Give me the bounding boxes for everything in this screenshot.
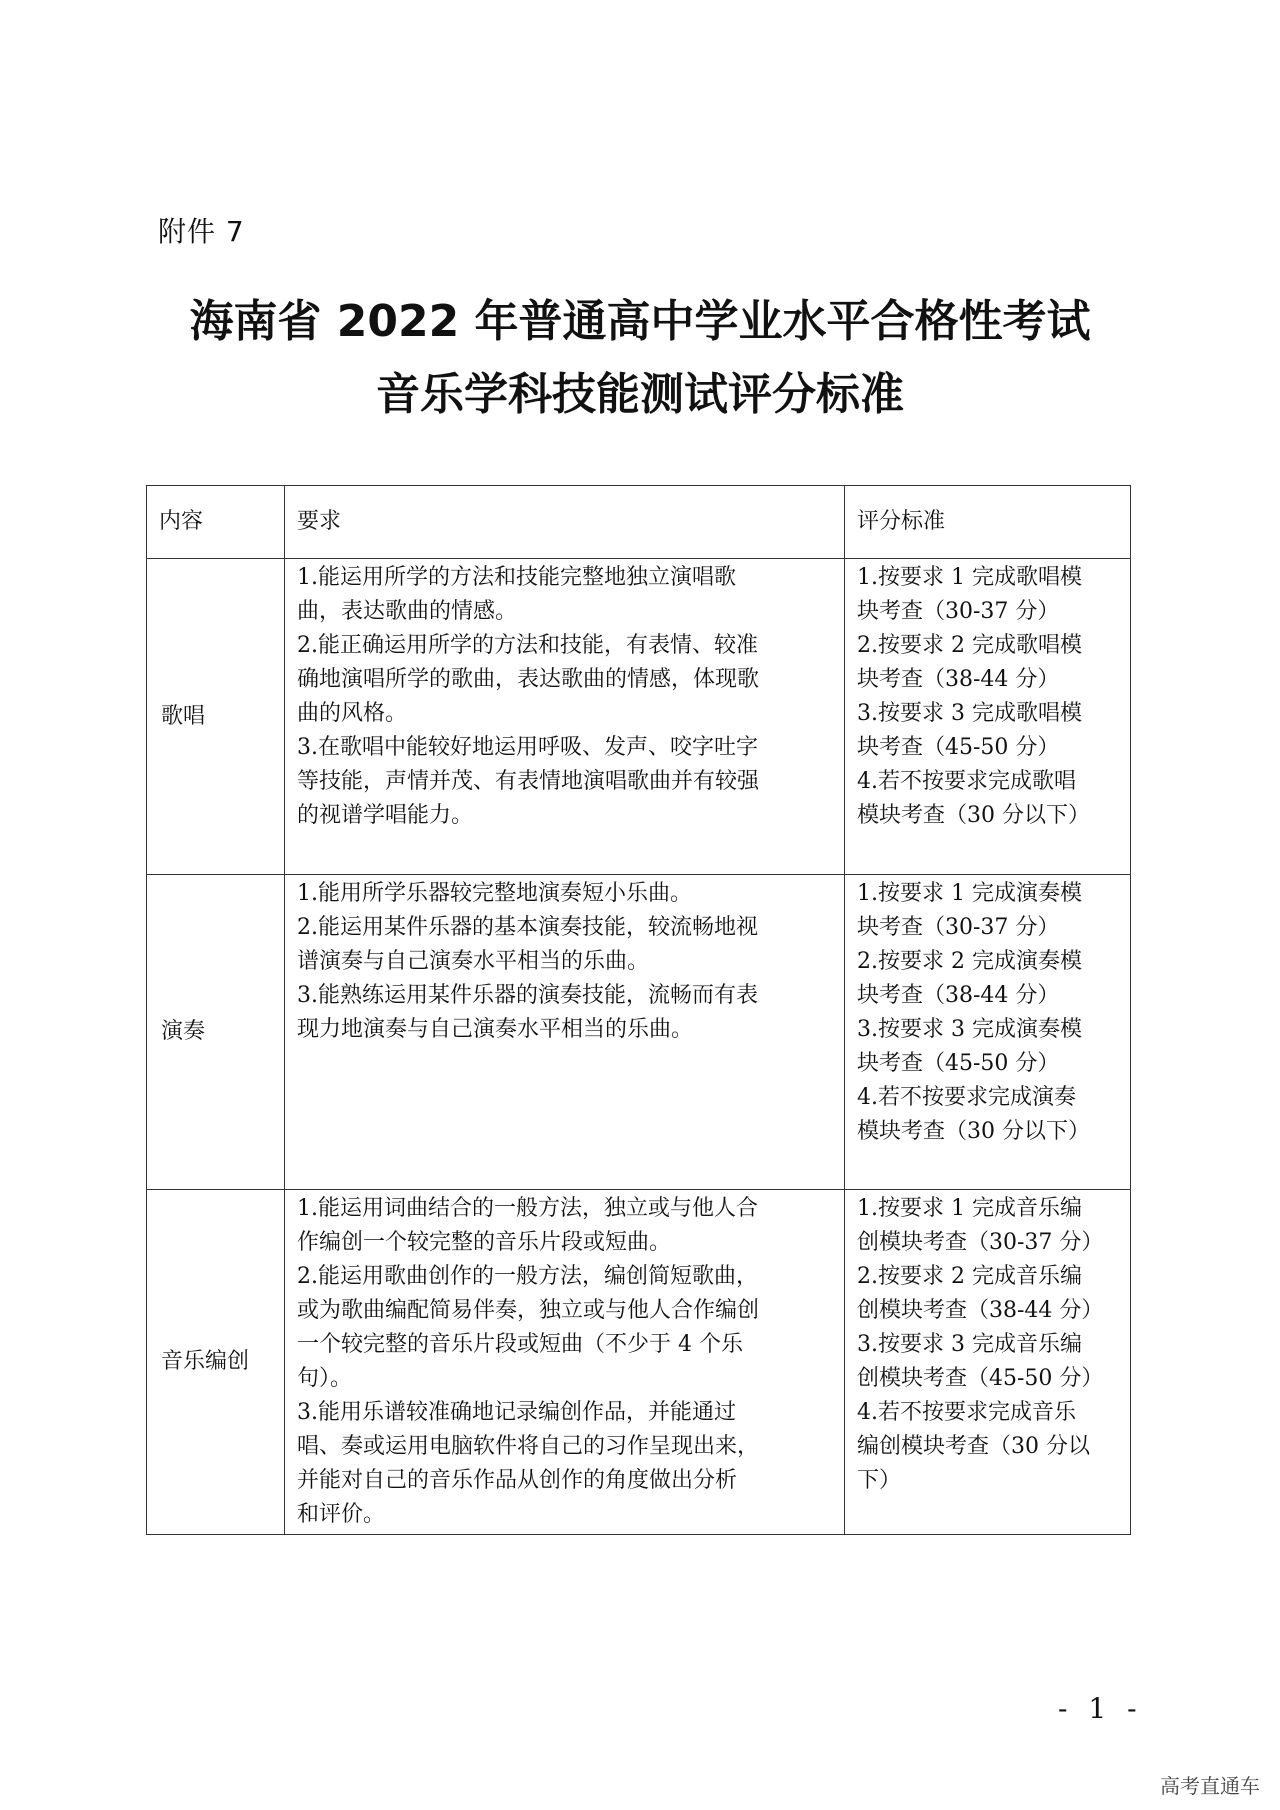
requirement-line: 和评价。 xyxy=(297,1502,386,1527)
criteria-line: 4.若不按要求完成音乐 xyxy=(857,1400,1076,1425)
criteria-line: 模块考查（30 分以下） xyxy=(857,803,1090,828)
requirement-line: 等技能，声情并茂、有表情地演唱歌曲并有较强 xyxy=(297,769,760,794)
criteria-cell xyxy=(845,875,1131,1190)
criteria-cell xyxy=(845,559,1131,875)
criteria-line: 模块考查（30 分以下） xyxy=(857,1119,1090,1144)
header-requirements: 要求 xyxy=(285,486,845,559)
criteria-line: 块考查（30-37 分） xyxy=(857,599,1060,624)
criteria-line: 1.按要求 1 完成音乐编 xyxy=(857,1196,1082,1221)
requirements-cell xyxy=(285,875,845,1190)
category-composition: 音乐编创 xyxy=(147,1190,285,1535)
scoring-standard-table xyxy=(146,485,1131,1535)
header-criteria: 评分标准 xyxy=(845,486,1131,559)
document-title-line-1: 海南省 2022 年普通高中学业水平合格性考试 xyxy=(189,296,1091,347)
table-header-row xyxy=(147,486,1131,559)
requirement-line: 谱演奏与自己演奏水平相当的乐曲。 xyxy=(297,949,650,974)
requirement-line: 唱、奏或运用电脑软件将自己的习作呈现出来， xyxy=(297,1434,760,1459)
criteria-line: 块考查（45-50 分） xyxy=(857,1051,1060,1076)
criteria-line: 块考查（38-44 分） xyxy=(857,667,1060,692)
criteria-line: 2.按要求 2 完成歌唱模 xyxy=(857,633,1082,658)
requirement-line: 曲，表达歌曲的情感。 xyxy=(297,599,518,624)
criteria-line: 4.若不按要求完成演奏 xyxy=(857,1085,1076,1110)
requirement-line: 1.能运用所学的方法和技能完整地独立演唱歌 xyxy=(297,565,736,590)
criteria-line: 块考查（30-37 分） xyxy=(857,915,1060,940)
requirement-line: 3.在歌唱中能较好地运用呼吸、发声、咬字吐字 xyxy=(297,735,758,760)
criteria-line: 创模块考查（45-50 分） xyxy=(857,1366,1104,1391)
requirement-line: 曲的风格。 xyxy=(297,701,408,726)
requirements-cell xyxy=(285,1190,845,1535)
requirement-line: 的视谱学唱能力。 xyxy=(297,803,474,828)
requirement-line: 1.能运用词曲结合的一般方法，独立或与他人合 xyxy=(297,1196,758,1221)
requirement-line: 确地演唱所学的歌曲，表达歌曲的情感，体现歌 xyxy=(297,667,760,692)
criteria-line: 4.若不按要求完成歌唱 xyxy=(857,769,1076,794)
requirement-line: 现力地演奏与自己演奏水平相当的乐曲。 xyxy=(297,1017,694,1042)
requirement-line: 3.能用乐谱较准确地记录编创作品，并能通过 xyxy=(297,1400,736,1425)
criteria-line: 1.按要求 1 完成演奏模 xyxy=(857,881,1082,906)
criteria-line: 创模块考查（38-44 分） xyxy=(857,1298,1104,1323)
requirement-line: 2.能运用歌曲创作的一般方法，编创简短歌曲， xyxy=(297,1264,758,1289)
requirement-line: 作编创一个较完整的音乐片段或短曲。 xyxy=(297,1230,672,1255)
document-title-line-2: 音乐学科技能测试评分标准 xyxy=(376,369,904,420)
criteria-line: 块考查（38-44 分） xyxy=(857,983,1060,1008)
requirement-line: 句）。 xyxy=(297,1366,353,1391)
watermark-text: 高考直通车 xyxy=(1160,1774,1260,1798)
requirements-cell xyxy=(285,559,845,875)
requirement-line: 或为歌曲编配简易伴奏，独立或与他人合作编创 xyxy=(297,1298,760,1323)
requirement-line: 3.能熟练运用某件乐器的演奏技能，流畅而有表 xyxy=(297,983,758,1008)
criteria-line: 编创模块考查（30 分以 xyxy=(857,1434,1090,1459)
criteria-line: 创模块考查（30-37 分） xyxy=(857,1230,1104,1255)
criteria-cell xyxy=(845,1190,1131,1535)
attachment-label: 附件 7 xyxy=(158,215,245,248)
table-row xyxy=(147,559,1131,875)
requirement-line: 1.能用所学乐器较完整地演奏短小乐曲。 xyxy=(297,881,692,906)
category-performance: 演奏 xyxy=(147,875,285,1190)
table-row xyxy=(147,875,1131,1190)
criteria-line: 3.按要求 3 完成演奏模 xyxy=(857,1017,1082,1042)
criteria-line: 1.按要求 1 完成歌唱模 xyxy=(857,565,1082,590)
criteria-line: 2.按要求 2 完成音乐编 xyxy=(857,1264,1082,1289)
requirement-line: 并能对自己的音乐作品从创作的角度做出分析 xyxy=(297,1468,738,1493)
requirement-line: 2.能运用某件乐器的基本演奏技能，较流畅地视 xyxy=(297,915,758,940)
criteria-line: 2.按要求 2 完成演奏模 xyxy=(857,949,1082,974)
criteria-line: 块考查（45-50 分） xyxy=(857,735,1060,760)
page-number: - 1 - xyxy=(1058,1692,1143,1725)
requirement-line: 一个较完整的音乐片段或短曲（不少于 4 个乐 xyxy=(297,1332,743,1357)
criteria-line: 3.按要求 3 完成音乐编 xyxy=(857,1332,1082,1357)
criteria-line: 下） xyxy=(857,1468,902,1493)
header-content: 内容 xyxy=(147,486,285,559)
requirement-line: 2.能正确运用所学的方法和技能，有表情、较准 xyxy=(297,633,758,658)
criteria-line: 3.按要求 3 完成歌唱模 xyxy=(857,701,1082,726)
category-singing: 歌唱 xyxy=(147,559,285,875)
table-row xyxy=(147,1190,1131,1535)
